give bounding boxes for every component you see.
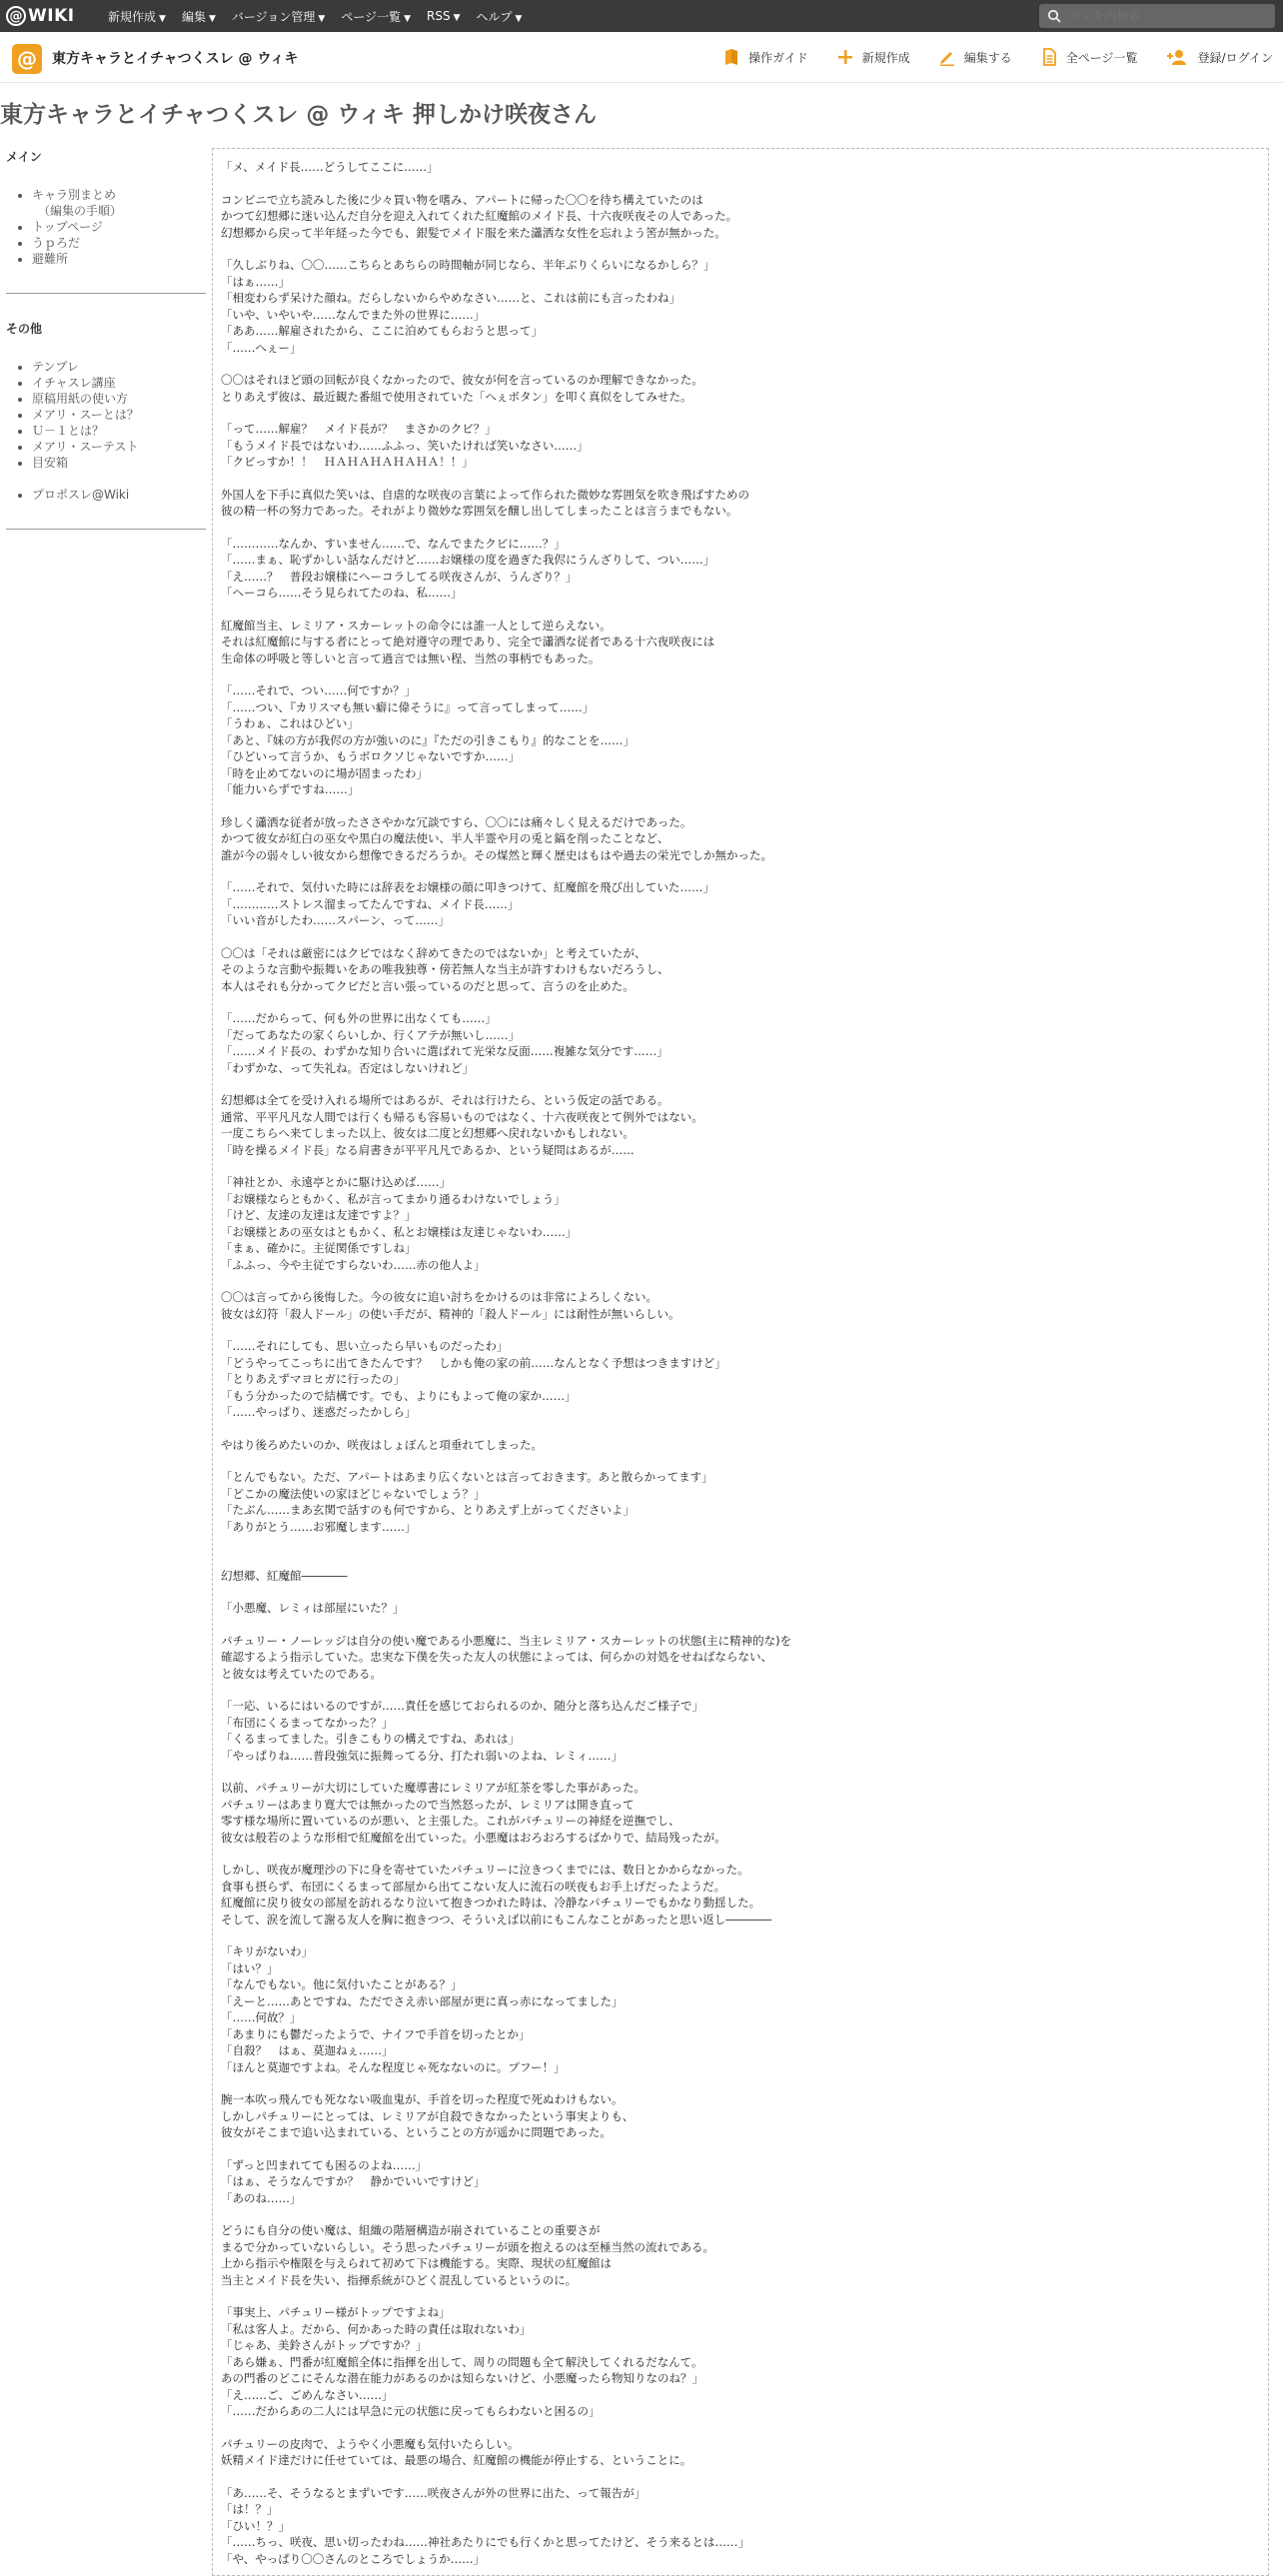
sidebar-item[interactable]: • 原稿用紙の使い方: [32, 391, 206, 407]
sidebar: [6, 148, 206, 556]
story-paragraph: 「事実上、パチュリー様がトップですよね」 「私は客人よ。だから、何かあった時の責任は取れないわ」 「じゃあ、美鈴さんがトップですか？」 「あら嫌ぁ、門番が紅魔館全体に指揮を出して、周りの問題も全て解決してくれるだなんて。 あの門番のどこにそんな潜在能力があるのかは知らないけど、小悪魔ったら物知りなのね？」 「え……ご、ごめんなさい……」 「……だからあの二人には早急に元の状態に戻ってもらわないと困るの」: [221, 2305, 703, 2418]
caret-down-icon: ▼: [159, 13, 166, 24]
sidebar-other-list: [6, 359, 206, 471]
plus-icon: [836, 48, 854, 66]
story-paragraph: 腕一本吹っ飛んでも死なない吸血鬼が、手首を切った程度で死ぬわけもない。 しかしパチュリーにとっては、レミリアが自殺できなかったという事実よりも、 彼女がそこまで追い込まれている、ということの方が遥かに問題であった。: [221, 2092, 635, 2139]
sidebar-item[interactable]: • テンプレ: [32, 359, 206, 375]
story-paragraph: 「って……解雇？ メイド長が？ まさかのクビ？」 「もうメイド長ではないわ……ふふっ、笑いたければ笑いなさい……」 「クビっすか！！ ＨＡＨＡＨＡＨＡＨＡ！！」: [221, 422, 589, 469]
menu-rss[interactable]: RSS ▼: [427, 9, 461, 23]
menu-page-list[interactable]: ページ一覧 ▼: [341, 9, 412, 24]
site-tools: [694, 32, 1273, 82]
top-menu: [108, 0, 538, 32]
story-content: [212, 148, 1269, 2576]
caret-down-icon: ▼: [453, 13, 461, 23]
story-paragraph: 「久しぶりね、〇〇……こちらとあちらの時間軸が同じなら、半年ぶりくらいになるかしら？」 「はぁ……」 「相変わらず呆けた顔ね。だらしないからやめなさい……と、これは前にも言ったわね」 「いや、いやいや……なんでまた外の世界に……」 「ああ……解雇されたから、ここに泊めてもらおうと思って」 「……へぇー」: [221, 258, 715, 355]
book-icon: [722, 48, 740, 66]
wiki-search: [1039, 4, 1275, 28]
sidebar-item-propose-wiki[interactable]: • プロポスレ@Wiki: [32, 487, 206, 503]
top-navigation-bar: [0, 0, 1283, 32]
sidebar-item[interactable]: • Ｕ－１とは？: [32, 423, 206, 439]
site-name[interactable]: 東方キャラとイチャつくスレ @ ウィキ: [52, 51, 299, 67]
sidebar-item[interactable]: • 目安箱: [32, 455, 206, 471]
pencil-icon: [938, 48, 956, 66]
all-pages-button[interactable]: 全ページ一覧: [1040, 48, 1138, 66]
story-paragraph: 〇〇はそれほど頭の回転が良くなかったので、彼女が何を言っているのか理解できなかった。 とりあえず彼は、最近観た番組で使用されていた「へぇボタン」を叩く真似をしてみせた。: [221, 373, 703, 404]
guide-button[interactable]: 操作ガイド: [722, 48, 808, 66]
menu-help[interactable]: ヘルプ ▼: [476, 9, 523, 24]
menu-edit[interactable]: 編集 ▼: [181, 9, 216, 24]
menu-version[interactable]: バージョン管理 ▼: [231, 9, 326, 24]
story-paragraph: 珍しく瀟洒な従者が放ったささやかな冗談ですら、〇〇には痛々しく見えるだけであった。 かつて彼女が紅白の巫女や黒白の魔法使い、半人半霊や月の兎と鎬を削ったことなど、 誰が今の弱々しい彼女から想像できるだろうか。その煤然と輝く歴史はもはや過去の栄光でしか無かった。: [221, 814, 772, 862]
caret-down-icon: ▼: [404, 13, 412, 24]
story-paragraph: 紅魔館当主、レミリア・スカーレットの命令には誰一人として逆らえない。 それは紅魔館に与する者にとって絶対遵守の理であり、完全で瀟洒な従者である十六夜咲夜には 生命体の呼吸と等しいと言って過言では無い程、当然の事柄でもあった。: [221, 618, 715, 665]
sidebar-item-top-page[interactable]: • トップページ: [32, 219, 206, 235]
sidebar-item-edit-procedure[interactable]: （編集の手順）: [38, 204, 123, 218]
story-paragraph: 「メ、メイド長……どうしてここに……」: [221, 160, 439, 174]
sidebar-item-uploader[interactable]: • うｐろだ: [32, 235, 206, 251]
sidebar-item-shelter[interactable]: • 避難所: [32, 251, 206, 267]
story-paragraph: 「ずっと凹まれてても困るのよね……」 「はぁ、そうなんですか？ 静かでいいですけど」 「あのね……」: [221, 2157, 486, 2205]
story-paragraph: 〇〇は「それは厳密にはクビではなく辞めてきたのではないか」と考えていたが、 そのような言動や振舞いをあの唯我独尊・傍若無人な当主が許すわけもないだろうし、 本人はそれも分かってクビだと言い張っているのだと思って、言うのを止めた。: [221, 945, 669, 993]
caret-down-icon: ▼: [515, 13, 523, 24]
caret-down-icon: ▼: [208, 13, 216, 24]
login-button[interactable]: 登録/ログイン: [1166, 48, 1273, 66]
new-page-button[interactable]: 新規作成: [836, 48, 910, 66]
story-paragraph: 「……それにしても、思い立ったら早いものだったわ」 「どうやってこっちに出てきたんです？ しかも俺の家の前……なんとなく予想はつきますけど」 「とりあえずマヨヒガに行ったの」 「もう分かったので結構です。でも、よりにもよって俺の家か……」 「……やっぱり、迷惑だったかしら」: [221, 1339, 726, 1419]
story-paragraph: 「一応、いるにはいるのですが……責任を感じておられるのか、随分と落ち込んだご様子で」 「布団にくるまってなかった？」 「くるまってました。引きこもりの構えですね、あれは」 「やっぱりね……普段強気に振舞ってる分、打たれ弱いのよね、レミィ……」: [221, 1699, 703, 1763]
sidebar-main-list: [6, 187, 206, 267]
user-add-icon: [1166, 48, 1190, 66]
story-paragraph: パチュリー・ノーレッジは自分の使い魔である小悪魔に、当主レミリア・スカーレットの状態(主に精神的な)を 確認するよう指示していた。忠実な下僕を失った友人の状態によっては、何らかの対処をせねばならない、 と彼女は考えていたのである。: [221, 1633, 792, 1681]
story-paragraph: 以前、パチュリーが大切にしていた魔導書にレミリアが紅茶を零した事があった。 パチュリーはあまり寛大では無かったので当然怒ったが、レミリアは開き直って 零す様な場所に置いているのが悪い、と主張した。これがパチュリーの神経を逆撫でし、 彼女は般若のような形相で紅魔館を出ていった。小悪魔はおろおろするばかりで、結局残ったが。: [221, 1781, 726, 1845]
divider: [6, 293, 206, 294]
story-paragraph: 外国人を下手に真似た笑いは、自虐的な咲夜の言葉によって作られた微妙な雰囲気を吹き飛ばすための 彼の精一杯の努力であった。それがより微妙な雰囲気を醸し出してしまったことは言うまでもない。: [221, 487, 749, 518]
story-paragraph: 〇〇は言ってから後悔した。今の彼女に追い討ちをかけるのは非常によろしくない。 彼女は幻符「殺人ドール」の使い手だが、精神的「殺人ドール」には耐性が無いらしい。: [221, 1290, 680, 1321]
page-title: 東方キャラとイチャつくスレ @ ウィキ 押しかけ咲夜さん: [0, 102, 597, 128]
search-icon[interactable]: [1047, 9, 1061, 23]
story-paragraph: しかし、咲夜が魔理沙の下に身を寄せていたパチュリーに泣きつくまでには、数日とかからなかった。 食事も摂らず、布団にくるまって部屋から出てこない友人に流石の咲夜もお手上げだったようだ。 紅魔館に戻り彼女の部屋を訪れるなり泣いて抱きつかれた時は、冷静なパチュリーでもかなり動揺した。 そして、涙を流して謝る友人を胸に抱きつつ、そういえば以前にもこんなことがあったと思い返し――――: [221, 1863, 772, 1927]
story-paragraph: パチュリーの皮肉で、ようやく小悪魔も気付いたらしい。 妖精メイド達だけに任せていては、最悪の場合、紅魔館の機能が停止する、ということに。: [221, 2436, 692, 2467]
sidebar-extra-list: [6, 487, 206, 503]
at-icon: @: [6, 6, 26, 26]
story-paragraph: 「とんでもない。ただ、アパートはあまり広くないとは言っておきます。あと散らかってます」 「どこかの魔法使いの家ほどじゃないでしょう？」 「たぶん……まあ玄関で話すのも何ですから、とりあえず上がってくださいよ」 「ありがとう……お邪魔します……」: [221, 1470, 713, 1534]
sidebar-item-character-summary[interactable]: • キャラ別まとめ （編集の手順）: [32, 187, 206, 219]
sidebar-item[interactable]: • イチャスレ講座: [32, 375, 206, 391]
sidebar-other-heading: その他: [6, 322, 43, 336]
wiki-logo[interactable]: [6, 4, 75, 28]
edit-button[interactable]: 編集する: [938, 48, 1012, 66]
menu-new[interactable]: 新規作成 ▼: [108, 9, 166, 24]
site-logo-icon[interactable]: @: [12, 44, 42, 74]
wiki-logo-text: WIKI: [28, 6, 75, 26]
sidebar-item[interactable]: • メアリ・スーとは？: [32, 407, 206, 423]
story-paragraph: コンビニで立ち読みした後に少々買い物を嗜み、アパートに帰った〇〇を待ち構えていたのは かつて幻想郷に迷い込んだ自分を迎え入れてくれた紅魔館のメイド長、十六夜咲夜その人であった。 幻想郷から戻って半年経った今でも、銀髪でメイド服を来た瀟洒な女性を忘れよう筈が無かった。: [221, 192, 738, 240]
site-header: [0, 32, 1283, 83]
story-paragraph: 「小悪魔、レミィは部屋にいた？」: [221, 1601, 405, 1615]
caret-down-icon: ▼: [318, 13, 326, 24]
sidebar-item[interactable]: • メアリ・スーテスト: [32, 439, 206, 455]
sidebar-main-heading: メイン: [6, 150, 42, 164]
story-paragraph: どうにも自分の使い魔は、組織の階層構造が崩されていることの重要さが まるで分かっていないらしい。そう思ったパチュリーが頭を抱えるのは至極当然の流れである。 上から指示や権限を与えられて初めて下は機能する。実際、現状の紅魔館は 当主とメイド長を失い、指揮系統がひどく混乱しているというのに。: [221, 2223, 715, 2287]
divider: [6, 529, 206, 530]
story-paragraph: 「キリがないわ」 「はい？」 「なんでもない。他に気付いたことがある？」 「えーと……あとですね、ただでさえ赤い部屋が更に真っ赤になってました」 「……何故？」 「あまりにも鬱だったようで、ナイフで手首を切ったとか」 「自殺？ はぁ、莫迦ねぇ……」 「ほんと莫迦ですよね。そんな程度じゃ死なないのに。プフー！」: [221, 1944, 624, 2074]
story-paragraph: 「神社とか、永遠亭とかに駆け込めば……」 「お嬢様ならともかく、私が言ってまかり通るわけないでしょう」 「けど、友達の友達は友達ですよ？」 「お嬢様とあの巫女はともかく、私とお嬢様は友達じゃないわ……」 「まぁ、確かに。主従関係ですしね」 「ふふっ、今や主従ですらないわ……赤の他人よ」: [221, 1175, 578, 1272]
story-paragraph: 「…………なんか、すいません……で、なんでまたクビに……？」 「……まぁ、恥ずかしい話なんだけど……お嬢様の度を過ぎた我侭にうんざりして、つい……」 「え……？ 普段お嬢様にヘーコラしてる咲夜さんが、うんざり？」 「ヘーコら……そう見られてたのね、私……」: [221, 536, 715, 600]
story-paragraph: やはり後ろめたいのか、咲夜はしょぼんと項垂れてしまった。: [221, 1437, 543, 1452]
search-input[interactable]: [1067, 8, 1271, 24]
document-icon: [1040, 48, 1058, 66]
story-paragraph: 幻想郷、紅魔館――――: [221, 1568, 348, 1583]
story-paragraph: 「……それで、気付いた時には辞表をお嬢様の顔に叩きつけて、紅魔館を飛び出していた……」 「…………ストレス溜まってたんですね、メイド長……」 「いい音がしたわ……スパーン、って……」: [221, 880, 715, 927]
story-paragraph: 「……それで、つい……何ですか？」 「……つい、『カリスマも無い癖に偉そうに』って言ってしまって……」 「うわぁ、これはひどい」 「あと、『妹の方が我侭の方が強いのに』『ただの引きこもり』的なことを……」 「ひどいって言うか、もうボロクソじゃないですか……」 「時を止めてないのに場が固まったわ」 「能力いらずですね……」: [221, 683, 635, 796]
story-paragraph: 「あ……そ、そうなるとまずいです……咲夜さんが外の世界に出た、って報告が」 「は！？」 「ひい！？」 「……ちっ、咲夜、思い切ったわね……神社あたりにでも行くかと思ってたけど、そう来るとは……」 「や、やっぱり〇〇さんのところでしょうか……」: [221, 2485, 749, 2566]
story-paragraph: 「……だからって、何も外の世界に出なくても……」 「だってあなたの家くらいしか、行くアテが無いし……」 「……メイド長の、わずかな知り合いに選ばれて光栄な反面……複雑な気分です……」 「わずかな、って失礼ね。否定はしないけれど」: [221, 1011, 668, 1075]
story-paragraph: 幻想郷は全てを受け入れる場所ではあるが、それは行けたら、という仮定の話である。 通常、平平凡凡な人間では行くも帰るも容易いものではなく、十六夜咲夜とて例外ではない。 一度こちらへ来てしまった以上、彼女は二度と幻想郷へ戻れないかもしれない。 「時を操るメイド長」なる肩書きが平平凡凡であるか、という疑問はあるが……: [221, 1093, 703, 1157]
